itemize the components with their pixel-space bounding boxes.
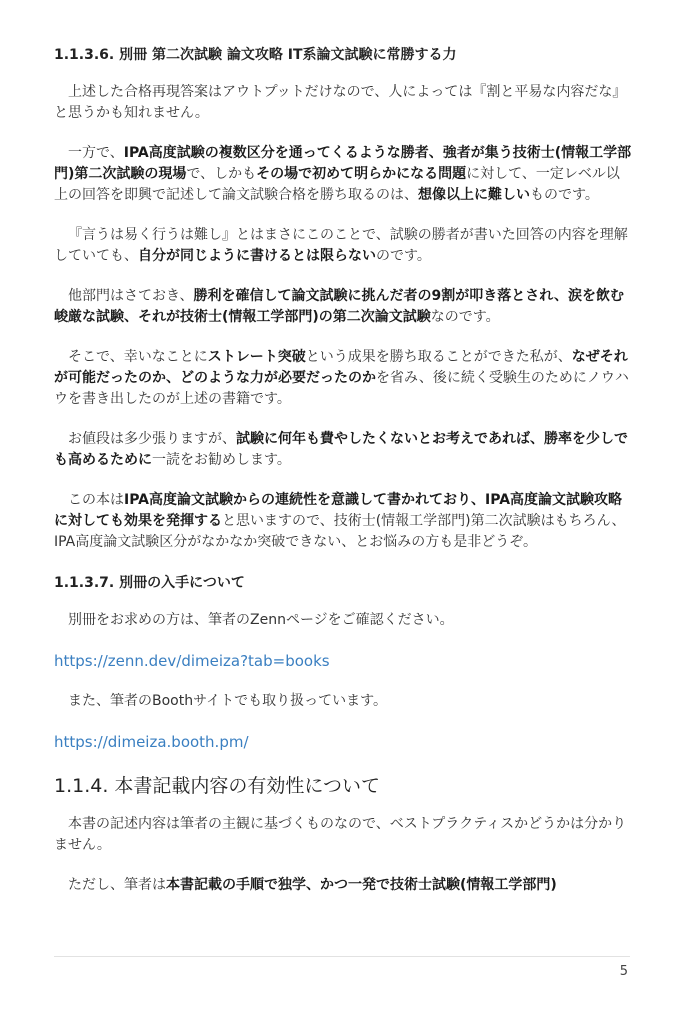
text-span: 本書の記述内容は筆者の主観に基づくものなので、ベストプラクティスかどうかは分かりません。 (54, 816, 627, 853)
bold-span: その場で初めて明らかになる問題 (256, 166, 467, 182)
bold-span: IPA高度試験の複数区分を通ってくるような勝者、強者が集う技術士(情報工学部門)第二次試験の現場 (54, 145, 632, 182)
paragraph-1 (54, 82, 632, 124)
text-span: 『言うは易く行うは難し』とはまさにこのことで、試験の勝者が書いた回答の内容を理解していても、 (54, 227, 628, 264)
text-span: なのです。 (430, 309, 500, 325)
text-span: 別冊をお求めの方は、筆者のZennページをご確認ください。 (68, 612, 454, 628)
text-span: ただし、筆者は (68, 877, 166, 893)
page-body (54, 44, 632, 915)
text-span: ものです。 (530, 187, 599, 203)
page-number: 5 (619, 964, 628, 979)
text-span: 一読をお勧めします。 (152, 452, 291, 468)
footer-divider (54, 956, 630, 957)
paragraph-10 (54, 814, 632, 856)
text-span: お値段は多少張りますが、 (68, 431, 236, 447)
section-heading-114: 1.1.4. 本書記載内容の有効性について (54, 775, 381, 797)
text-span: そこで、幸いなことに (68, 349, 208, 365)
text-span: という成果を勝ち取ることができた私が、 (305, 349, 572, 365)
bold-span: 自分が同じように書けるとは限らない (138, 248, 376, 264)
text-span: で、しかも (186, 166, 257, 182)
paragraph-3 (54, 225, 632, 267)
text-span: を省み、後に続く受験生のためにノウハウを書き出したのが上述の書籍です。 (54, 370, 629, 407)
paragraph-7 (54, 490, 632, 553)
paragraph-6 (54, 429, 632, 471)
section-heading-1136: 1.1.3.6. 別冊 第二次試験 論文攻略 IT系論文試験に常勝する力 (54, 47, 457, 63)
bold-span: IPA高度論文試験からの連続性を意識して書かれており、IPA高度論文試験攻略に対しても効果を発揮する (54, 492, 623, 529)
text-span: また、筆者のBoothサイトでも取り扱っています。 (68, 693, 387, 709)
booth-site-link[interactable]: https://dimeiza.booth.pm/ (54, 733, 249, 751)
paragraph-8 (54, 610, 632, 631)
paragraph-4 (54, 286, 632, 328)
paragraph-2 (54, 143, 632, 206)
bold-span: なぜそれが可能だったのか、どのような力が必要だったのか (54, 349, 628, 386)
zenn-books-link[interactable]: https://zenn.dev/dimeiza?tab=books (54, 652, 330, 670)
text-span: 上述した合格再現答案はアウトプットだけなので、人によっては『割と平易な内容だな』と思うかも知れません。 (54, 84, 627, 121)
bold-span: 本書記載の手順で独学、かつ一発で技術士試験(情報工学部門) (166, 877, 557, 893)
text-span: に対して、一定レベル以上の回答を即興で記述して論文試験合格を勝ち取るのは、 (54, 166, 620, 203)
paragraph-5 (54, 347, 632, 410)
bold-span: 想像以上に難しい (418, 187, 530, 203)
text-span: と思いますので、技術士(情報工学部門)第二次試験はもちろん、IPA高度論文試験区分がなかなか突破できない、とお悩みの方も是非どうぞ。 (54, 513, 626, 550)
text-span: のです。 (376, 248, 431, 264)
bold-span: 試験に何年も費やしたくないとお考えであれば、勝率を少しでも高めるために (54, 431, 628, 468)
paragraph-11 (54, 875, 632, 896)
section-heading-1137: 1.1.3.7. 別冊の入手について (54, 575, 245, 591)
bold-span: 勝利を確信して論文試験に挑んだ者の9割が叩き落とされ、涙を飲む峻厳な試験、それが技術士(情報工学部門)の第二次論文試験 (54, 288, 625, 325)
text-span: この本は (68, 492, 124, 508)
text-span: 他部門はさておき、 (68, 288, 194, 304)
bold-span: ストレート突破 (207, 349, 306, 365)
paragraph-9 (54, 691, 632, 712)
text-span: 一方で、 (68, 145, 124, 161)
